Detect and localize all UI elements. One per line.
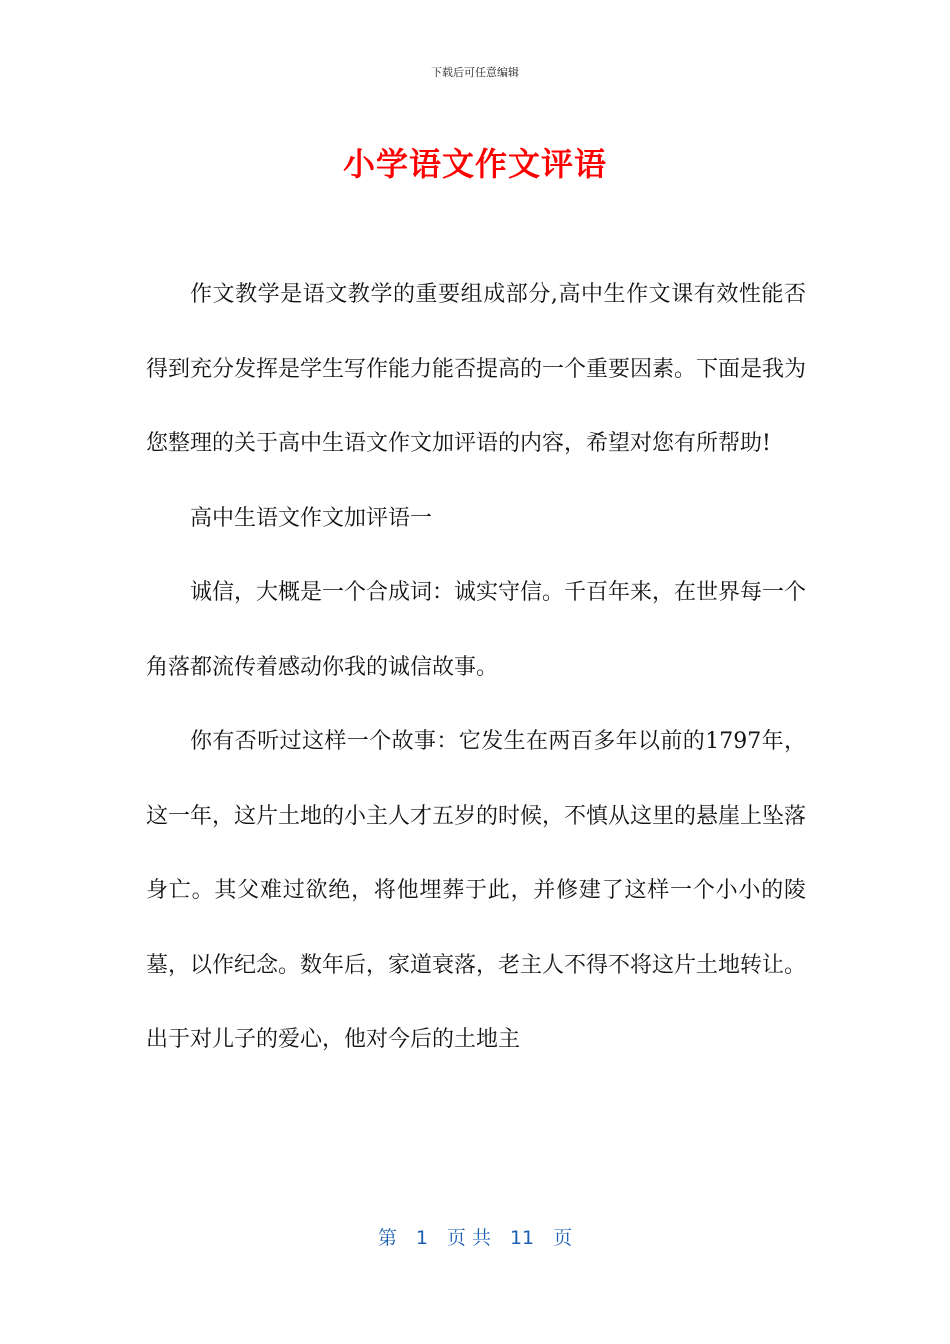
- page-header-note: 下载后可任意编辑: [431, 66, 519, 79]
- paragraph-story: 你有否听过这样一个故事：它发生在两百多年以前的1797年，这一年，这片土地的小主人才五岁的时候，不慎从这里的悬崖上坠落身亡。其父难过欲绝，将他埋葬于此，并修建了这样一个小小的陵墓，以作纪念。数年后，家道衰落，老主人不得不将这片土地转让。出于对儿子的爱心，他对今后的土地主: [146, 729, 807, 1052]
- section-heading: 高中生语文作文加评语一: [190, 505, 433, 531]
- page-number-footer: 第 1 页 共 11 页: [377, 1227, 573, 1249]
- paragraph-integrity: 诚信，大概是一个合成词：诚实守信。千百年来，在世界每一个角落都流传着感动你我的诚信故事。: [146, 580, 807, 680]
- paragraph-intro: 作文教学是语文教学的重要组成部分,高中生作文课有效性能否得到充分发挥是学生写作能力能否提高的一个重要因素。下面是我为您整理的关于高中生语文作文加评语的内容，希望对您有所帮助!: [146, 282, 807, 456]
- document-body: [146, 258, 806, 1078]
- document-title: 小学语文作文评语: [342, 145, 607, 183]
